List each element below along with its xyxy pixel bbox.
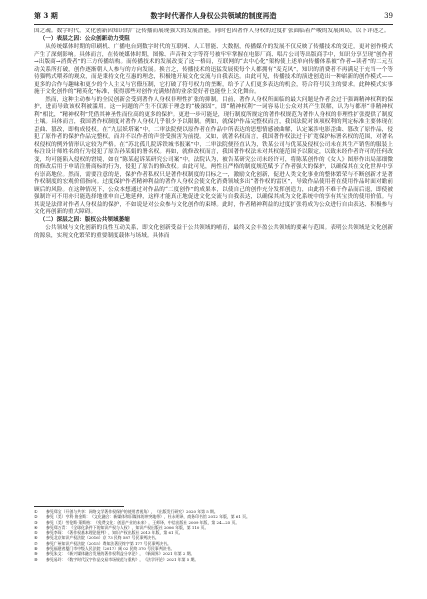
footnote-number: ⑦ bbox=[34, 540, 38, 546]
running-header bbox=[34, 10, 393, 22]
footnote-number: ⑨ bbox=[34, 551, 38, 557]
issue-number: 第 3 期 bbox=[34, 11, 58, 20]
paragraph: 公共领域与文化创新的良性互动关系，即文化创新受益于公共领域的哺育，最终又会丰盈公共领域的要素与范围。表明公共领域是文化创新的源泉，实现文化繁荣的重要制度载体与场域。具体而 bbox=[34, 225, 393, 239]
footnote-number: ③ bbox=[34, 519, 38, 525]
footnote-number: ① bbox=[34, 509, 38, 514]
footnote-number: ⑤ bbox=[34, 530, 38, 536]
footnote-number: ④ bbox=[34, 524, 38, 530]
footnote-rule bbox=[34, 506, 124, 507]
footnote-text: 参见（美）亨利·詹金斯：《文化融合：新媒体和旧媒体的冲突地带》，杜永明译，商务印书馆 2012 年版，第 61 页。 bbox=[46, 514, 250, 520]
footnotes bbox=[34, 509, 393, 593]
section-heading: （一）表层之因：公众创新动力受阻 bbox=[39, 36, 130, 43]
header-rule bbox=[34, 24, 393, 25]
footnote-text: 参见朱文：《新兴媒体融合发展的著作权利益分享论》，《新闻界》2021 年第 2 期。 bbox=[46, 551, 195, 557]
footnote-text: 参见李琛：《著作权基本理论批判》，知识产权出版社 2013 年版，第 61 页。 bbox=[46, 530, 183, 536]
footnote-text: 参见郑宝（开创与共享：网络文学著作权保护的使用者视角），《出版发行研究》2020 年第 5 期。 bbox=[46, 509, 218, 514]
footnote-number: ⑥ bbox=[34, 535, 38, 541]
main-text bbox=[34, 28, 393, 501]
paragraph: 国之魂。数字时代，文化创新因知识的广泛传播而展现强大的发展潜能，同时也因著作人身权的过度扩张面临着严峻的发展困局，以下详述之。 bbox=[34, 28, 390, 34]
section-heading: （二）深层之因：版权公共领域萎缩 bbox=[39, 217, 130, 224]
paragraph: 从传统媒体时期的印刷机、广播电台到数字时代的互联网、人工智能、大数据，传播媒介的发展不仅反映了传播技术的变迁，更对创作模式产生了深刻影响。具体而言，在传统媒体时期，图像、声音和文字等符号被牢牢掌握在电影厂商、唱片公司等出版商手中，知识分享呈现“创作者→出版商→消费者”的三方传播结构。而传播技术的发展改变了这一格局，互联网的“去中心化”架构使上述单向传播体系被“作者→读者”的二元互动关系所打破，创作逐渐朝人人参与的方向发展。换言之，传播技术的迅猛发展使每个人都拥有“麦克风”，知识的消费者不再满足于充当一个等待猫鸭式喂养的观众，而是秉持文化互惠的理念，积极地开展文化交流与自我表达。由此可见，传播技术的演进创造出一种崭新的创作模式——更多的合作与趣味和更少的个人主义与官僚压制，它打破了符号权力的垄断，给予了人们更多表达的机会，符合符号民主的要求。此种模式实事施于文化创作的“精英化”标准，使得那些对创作充满热情的业余爱好者也能登上文化舞台。 bbox=[34, 44, 393, 96]
footnote-text: 参见（美）劳伦斯·莱斯格：《免费文化：创意产业的未来》，王师译，中信出版社 2009 年版，第 24—25 页。 bbox=[46, 519, 240, 525]
page-number: 39 bbox=[384, 12, 393, 20]
footnote-text: 参见易玲：《数字时代汉字作品交易市场规范与重构》，《法学评论》2021 年第 5 期。 bbox=[46, 556, 199, 562]
footnote bbox=[34, 557, 393, 562]
paragraph: 然而，这种主动参与的全民创新会受到著作人身权非理性扩张的抑制。目前，著作人身权所面临的最大问题是作者会过于强调精神权利的保护，进而导致该权利被滥用。这一问题的产生不仅源于理念的“极深固”，即“精神权利”一词容易让公众对其产生误解，认为与都形“非精神权利”相比，“精神权利”凭借其神圣性而位高的更多的保护。更进一步可能是，现行制度所规定的著作权规范为著作人身权的非理性扩张提供了制度土壤。具体而言，我国著作权制度对著作人身权几乎很少予以限制。例如，就保护作品完整权而言，我国法院对该项权利的判定标准主要体现在歪曲、篡改，即构成侵权。在“九层妖塔案”中，二审法院便以原作者在作品中所表达的思想情感被曲解，认定案涉电影歪曲、篡改了原作品，侵犯了原作者的保护作品完整权，而并不以作者的声誉受损害为前提。又如，就著名权而言，我国著作权法过于扩宽保护标署名权的范围，对著名权侵权的例外情形认定较为严格。在“苏北孤儿院诉铁城书报案”中，二审法院便径直认为，铁某公司与优某及侵权公司未在其生产销售的服装上标注设计师姓名的行为侵犯了原告孙某娟的署名权。再如，就修改权而言，我国著作权法未对其权能范围予以限定，以致未经作者许可的任何改变，均可能陷入侵权的窘境，如在“陈某起诉某研究公司案”中，法院认为，被告某研究公司未经许可，将陈某创作的《女人》图形作出局部细微的修改后用于申请注册商标的行为，侵犯了原告的修改权。由此可见，两性且严格的制度规范赋予了作者强大的保护，以确保其在文化世界中享有崇高地位。然而，需要注意的是，保护作者私权只是著作权制度的目标之一，激励文化创新，促进人类文化事业的整体繁荣与不断创新才是著作权制度的宏观价值指向。过度保护作者精神利益的著作人身权会使文化消费领域多出“著作权的雷区”，导致作品使用者在使用作品时面对瞻前顾后的风险。在这种情况下，公众本想通过对作品的“二度创作”的成果本，以使自己的创作充分发挥创造力，由此将不难于作品而后退，即使被强制许可不用亦只能选择地重申自己地延伸，这样才能真正地促进文化交流与自我表达，以确保其成为文化系统中的享有其宝贵的使用价值。与其说是法律对作者人身权益的保护，不如说是对公众参与文化创作的束缚。此时，作者精神利益的过度扩张将成为公众进行自由表达、积极参与文化再创新的重大障碍。 bbox=[34, 96, 393, 216]
footnote-text: 参见广州知识产权法院（2015）粤知法著民终字第 177 号民事判决书。 bbox=[46, 540, 171, 546]
footnote-text: 参见福建省厦门市中级人民法院（2017）闽 02 民终 370 号民事判决书。 bbox=[46, 546, 175, 552]
footnote-text: 参见北京知识产权法院（2016）京 73 民终 587 号民事判决书。 bbox=[46, 535, 159, 541]
footnote-number: ⑧ bbox=[34, 546, 38, 552]
footnote-number: ⑩ bbox=[34, 556, 38, 562]
footnote-text: 参见郑万青：《全球化条件下的知识产权与人权》，知识产权出版社 2006 年版，第 110 页。 bbox=[46, 524, 209, 530]
journal-title: 数字时代著作人身权公共领域的制度再造 bbox=[150, 11, 277, 20]
footnote-number: ② bbox=[34, 514, 38, 520]
